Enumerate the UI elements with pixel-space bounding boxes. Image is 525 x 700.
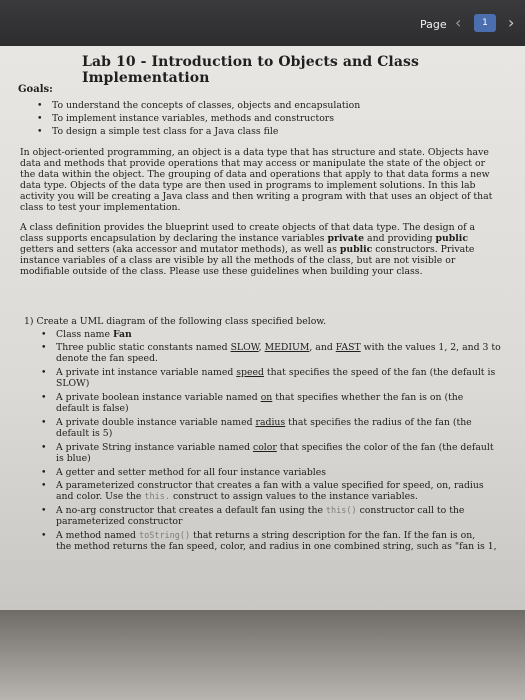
step-heading: 1) Create a UML diagram of the following class specified below. xyxy=(24,316,327,327)
page-label: Page xyxy=(420,18,447,31)
document-title: Lab 10 - Introduction to Objects and Class Implementation xyxy=(82,54,419,86)
paragraph-line: In object-oriented programming, an object is a data type that has structure and state. Objects have xyxy=(20,147,489,158)
spec-item-continuation: denote the fan speed. xyxy=(56,353,158,364)
hp-logo: hp xyxy=(250,582,268,598)
paragraph-line: instance variables of a class are visible by all the methods of the class, but are not visible or xyxy=(20,255,456,266)
paragraph-line: data and methods that provide operations that may access or manipulate the state of the object or xyxy=(20,158,486,169)
spec-item-continuation: default is 5) xyxy=(56,428,113,439)
spec-item: • Class name Fan xyxy=(56,329,132,341)
spec-item-continuation: SLOW) xyxy=(56,378,90,389)
paragraph-line: class supports encapsulation by declaring the instance variables private and providing public xyxy=(20,233,469,244)
spec-item: • Three public static constants named SLOW, MEDIUM, and FAST with the values 1, 2, and 3 to xyxy=(56,342,501,354)
goal-item: • To design a simple test class for a Java class file xyxy=(52,126,278,138)
spec-item: • A no-arg constructor that creates a default fan using the this() constructor call to the xyxy=(56,505,464,518)
spec-item: • A private int instance variable named speed that specifies the speed of the fan (the default is xyxy=(56,367,495,379)
paragraph-line: class to test your implementation. xyxy=(20,202,181,213)
paragraph-line: the data within the object. The grouping of data and operations that apply to that data forms a new xyxy=(20,169,490,180)
paragraph-line: data type. Objects of the data type are then used in programs to implement solutions. In this lab xyxy=(20,180,476,191)
document-page xyxy=(0,46,525,610)
spec-item: • A method named toString() that returns a string description for the fan. If the fan is on, xyxy=(56,530,475,543)
paragraph-line: getters and setters (aka accessor and mutator methods), as well as public constructors. Private xyxy=(20,244,475,255)
spec-item: • A getter and setter method for all four instance variables xyxy=(56,467,326,479)
spec-item-continuation: default is false) xyxy=(56,403,129,414)
page-number-field[interactable]: 1 xyxy=(474,14,496,32)
previous-page-button[interactable]: ‹ xyxy=(455,13,462,32)
spec-item-continuation: and color. Use the this. construct to assign values to the instance variables. xyxy=(56,491,418,502)
spec-item: • A private String instance variable named color that specifies the color of the fan (the default xyxy=(56,442,494,454)
spec-item-continuation: is blue) xyxy=(56,453,91,464)
spec-item: • A private boolean instance variable named on that specifies whether the fan is on (the xyxy=(56,392,463,404)
spec-item: • A parameterized constructor that creates a fan with a value specified for speed, on, radius xyxy=(56,480,484,492)
goal-item: • To implement instance variables, methods and constructors xyxy=(52,113,334,125)
paragraph-line: modifiable outside of the class. Please use these guidelines when building your class. xyxy=(20,266,423,277)
paragraph-line: A class definition provides the blueprint used to create objects of that data type. The design of a xyxy=(20,222,476,233)
laptop-bezel xyxy=(0,582,525,700)
goals-heading: Goals: xyxy=(18,84,53,95)
goal-item: • To understand the concepts of classes, objects and encapsulation xyxy=(52,100,360,112)
viewer-toolbar xyxy=(0,0,525,46)
spec-item: • A private double instance variable named radius that specifies the radius of the fan (the xyxy=(56,417,472,429)
spec-item-continuation: the method returns the fan speed, color, and radius in one combined string, such as "fan is 1, xyxy=(56,541,497,552)
next-page-button[interactable]: › xyxy=(508,13,515,32)
spec-item-continuation: parameterized constructor xyxy=(56,516,183,527)
paragraph-line: activity you will be creating a Java class and then writing a program with that uses an object of that xyxy=(20,191,493,202)
